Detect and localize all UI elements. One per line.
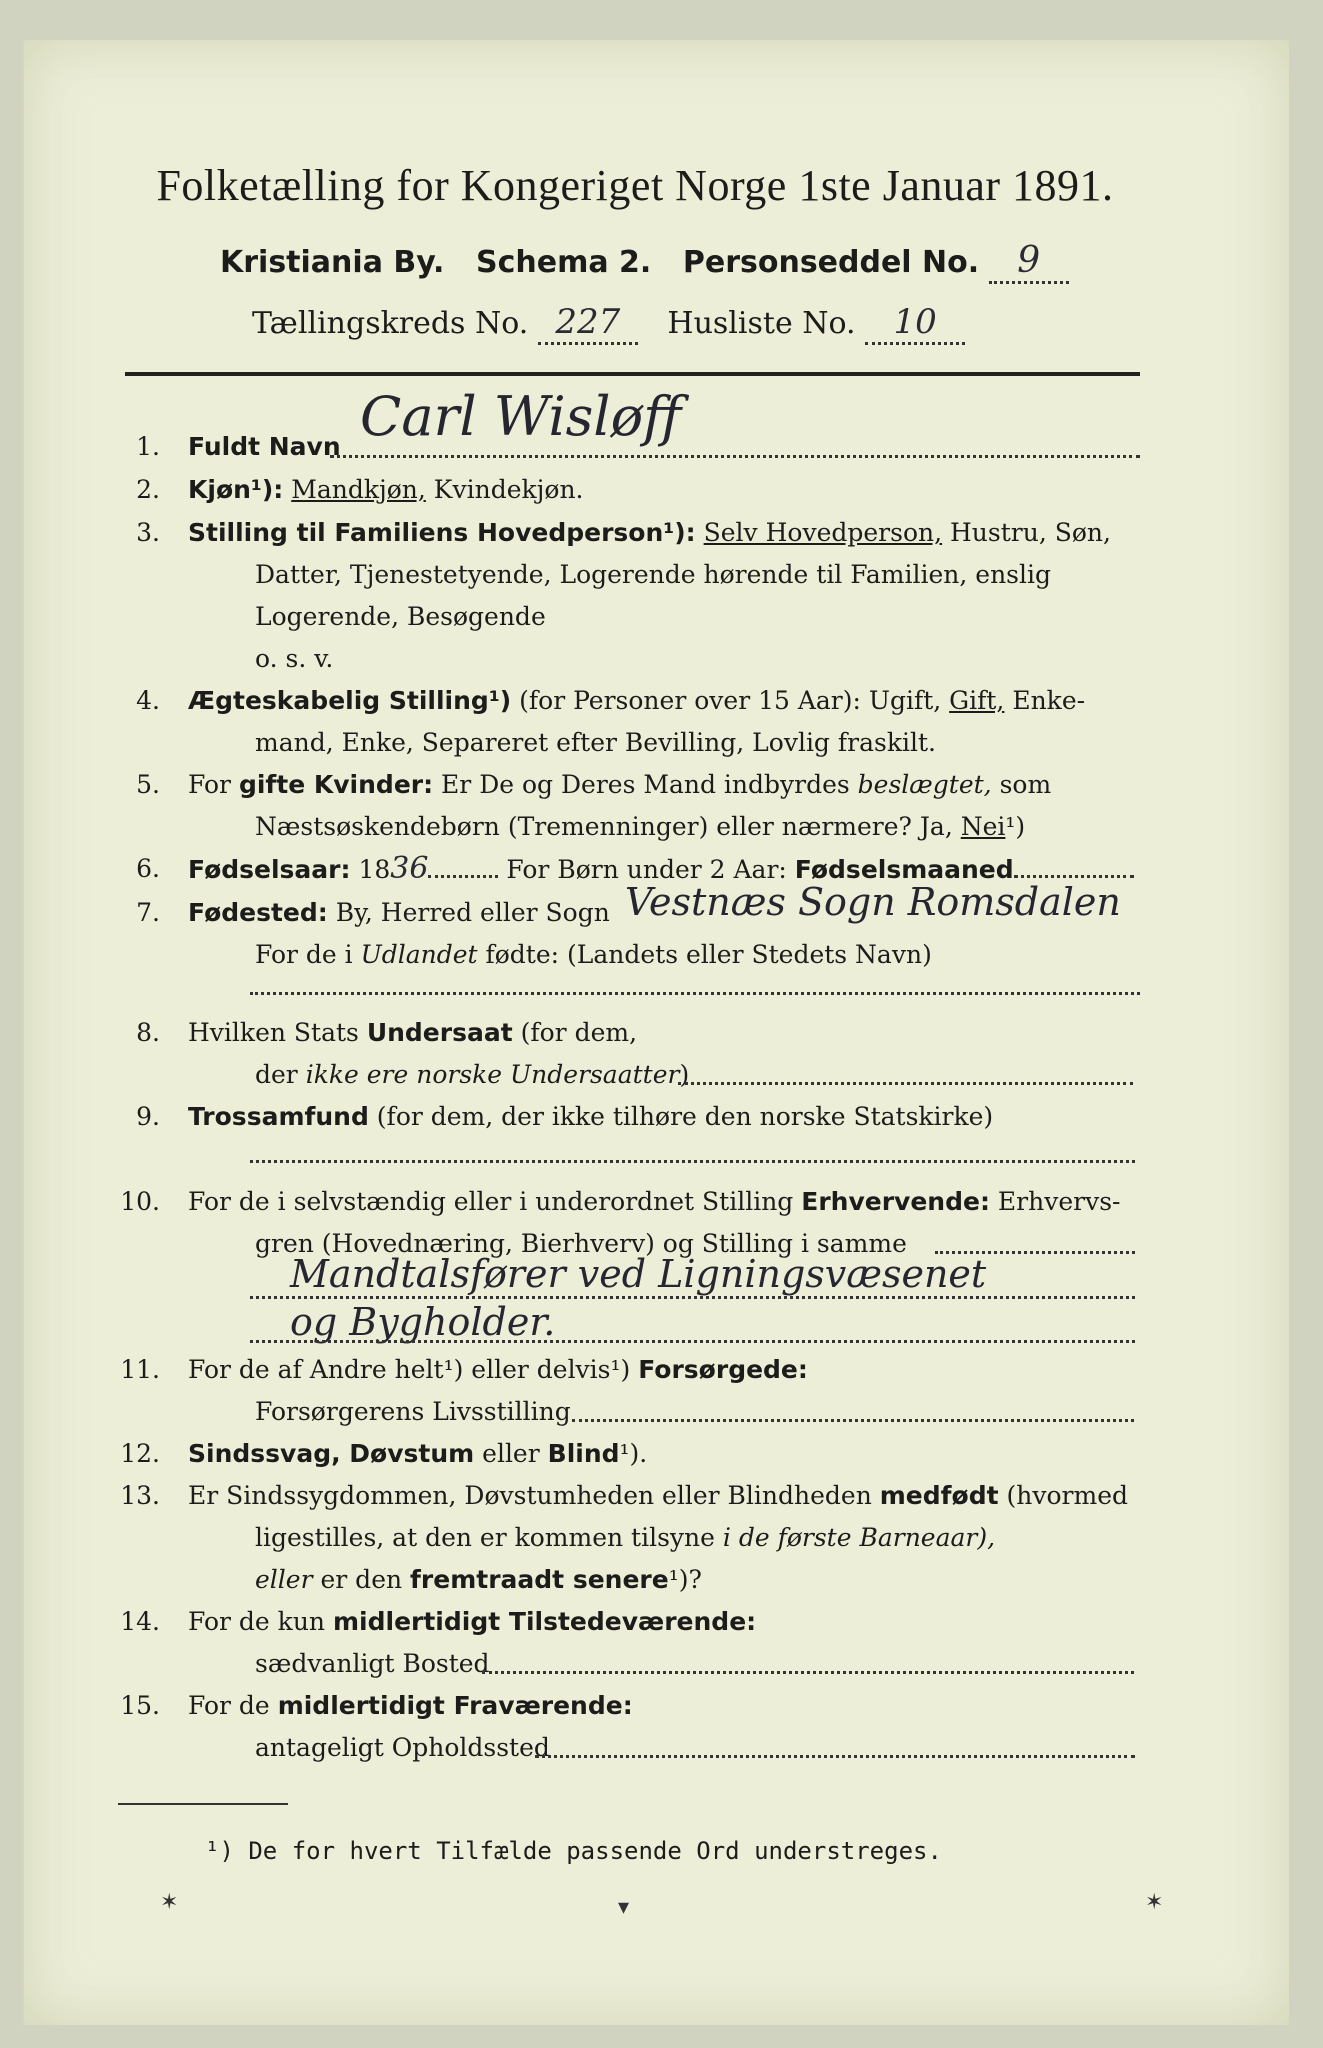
handwritten-birthplace: Vestnæs Sogn Romsdalen <box>625 880 1121 924</box>
item-text-line: Forsørgerens Livsstilling <box>255 1397 571 1426</box>
item-text: For Børn under 2 Aar: <box>506 855 795 884</box>
item-text: By, Herred eller Sogn <box>327 898 610 927</box>
item-text: som <box>991 770 1052 799</box>
item-birthplace <box>188 898 610 928</box>
item-text: For de kun <box>188 1607 333 1636</box>
item-number: 7. <box>136 898 160 927</box>
field-label: Erhvervende: <box>801 1187 990 1216</box>
handwritten-year: 36 <box>390 851 429 886</box>
fill-line <box>250 1160 1135 1163</box>
item-text-italic: beslægtet, <box>857 770 992 799</box>
fill-line <box>428 875 498 878</box>
item-religion <box>188 1102 993 1132</box>
item-text-line <box>255 940 932 970</box>
field-label: Trossamfund <box>188 1102 369 1131</box>
option-selected: Gift, <box>949 686 1005 715</box>
field-label: Forsørgede: <box>638 1355 808 1384</box>
item-text: (for dem, <box>512 1018 638 1047</box>
item-number: 15. <box>120 1691 160 1720</box>
husliste-label: Husliste No. <box>667 306 856 341</box>
item-text: For de i <box>255 940 361 969</box>
item-occupation <box>188 1187 1120 1217</box>
option-selected: Mandkjøn, <box>291 475 426 504</box>
item-text-line: Datter, Tjenestetyende, Logerende hørende til Familien, enslig <box>255 560 1052 589</box>
item-text: ) <box>679 1060 690 1089</box>
item-text: ¹). <box>619 1439 648 1468</box>
handwritten-occupation-line1: Mandtalsfører ved Ligningsvæsenet <box>290 1252 987 1296</box>
item-full-name <box>188 432 341 462</box>
year-prefix: 18 <box>350 855 391 884</box>
item-text: fødte: (Landets eller Stedets Navn) <box>477 940 932 969</box>
item-text-line <box>255 812 1025 842</box>
field-label: midlertidigt Fraværende: <box>277 1691 633 1720</box>
item-disability-onset <box>188 1481 1128 1511</box>
item-text-line <box>255 1523 995 1553</box>
item-text: For de i selvstændig eller i underordnet Stilling <box>188 1187 802 1216</box>
item-text: Erhvervs- <box>989 1187 1121 1216</box>
field-label: Fødselsmaaned <box>794 855 1014 884</box>
item-text: Er Sindssygdommen, Døvstumheden eller Blindheden <box>188 1481 880 1510</box>
item-number: 1. <box>136 432 160 461</box>
form-subtitle-schema <box>220 240 1069 284</box>
item-number: 13. <box>120 1481 160 1510</box>
field-label: Stilling til Familiens Hovedperson¹): <box>188 518 696 547</box>
option-selected: Selv Hovedperson, <box>703 518 943 547</box>
field-label: Ægteskabelig Stilling¹) <box>188 686 512 715</box>
fill-line <box>1014 875 1134 878</box>
handwritten-occupation-line2: og Bygholder. <box>290 1300 556 1344</box>
item-text: ¹)? <box>668 1565 702 1594</box>
item-text: eller <box>474 1439 548 1468</box>
item-number: 6. <box>136 854 160 883</box>
kreds-number: 227 <box>538 302 638 345</box>
footnote-rule <box>118 1803 288 1805</box>
item-number: 9. <box>136 1102 160 1131</box>
field-label: fremtraadt senere <box>410 1565 669 1594</box>
field-label: Sindssvag, Døvstum <box>188 1439 475 1468</box>
fill-line <box>535 1755 1135 1758</box>
item-text-line <box>255 1060 689 1090</box>
item-text-italic: ikke ere norske Undersaatter <box>305 1060 680 1089</box>
fill-line <box>250 1340 1135 1343</box>
item-sex <box>188 475 584 505</box>
item-number: 8. <box>136 1018 160 1047</box>
item-number: 3. <box>136 518 160 547</box>
fill-line <box>482 1671 1134 1674</box>
personseddel-number: 9 <box>989 240 1069 284</box>
item-text-italic: Udlandet <box>360 940 478 969</box>
fill-line <box>572 1419 1134 1422</box>
item-text: der <box>255 1060 306 1089</box>
item-temporarily-absent <box>188 1691 633 1721</box>
item-text-line <box>255 1565 702 1595</box>
item-text-line: mand, Enke, Separeret efter Bevilling, Lovlig fraskilt. <box>255 728 936 757</box>
item-text: (for dem, der ikke tilhøre den norske Statskirke) <box>368 1102 994 1131</box>
item-married-women <box>188 770 1051 800</box>
options: Hustru, Søn, <box>942 518 1111 547</box>
city-label: Kristiania By. <box>220 245 445 280</box>
item-text: ligestilles, at den er kommen tilsyne <box>255 1523 723 1552</box>
item-text: For de af Andre helt¹) eller delvis¹) <box>188 1355 639 1384</box>
item-number: 4. <box>136 686 160 715</box>
item-text: er den <box>312 1565 411 1594</box>
item-text: Næstsøskendebørn (Tremenninger) eller nærmere? Ja, <box>255 812 961 841</box>
field-label: medfødt <box>879 1481 999 1510</box>
item-text: ¹) <box>1005 812 1026 841</box>
form-subtitle-kreds <box>252 302 965 345</box>
registration-mark-icon: ▾ <box>618 1895 630 1920</box>
item-number: 12. <box>120 1439 160 1468</box>
item-disability <box>188 1439 647 1469</box>
item-temporarily-present <box>188 1607 756 1637</box>
fill-line <box>330 455 1140 458</box>
registration-mark-icon: ✶ <box>1145 1890 1164 1915</box>
field-label: midlertidigt Tilstedeværende: <box>332 1607 757 1636</box>
item-number: 11. <box>120 1355 160 1384</box>
item-text: For <box>188 770 239 799</box>
item-text-line: Logerende, Besøgende <box>255 602 546 631</box>
item-text: Enke- <box>1004 686 1086 715</box>
field-label: Fødested: <box>188 898 328 927</box>
option-selected: Nei <box>960 812 1006 841</box>
item-number: 14. <box>120 1607 160 1636</box>
item-citizenship <box>188 1018 637 1048</box>
field-label: Fuldt Navn <box>188 432 341 461</box>
field-label: Fødselsaar: <box>188 855 351 884</box>
item-text-line: sædvanligt Bosted <box>255 1649 490 1678</box>
fill-line <box>250 992 1140 995</box>
item-text: For de <box>188 1691 278 1720</box>
footnote: ¹) De for hvert Tilfælde passende Ord understreges. <box>205 1837 942 1865</box>
field-label: gifte Kvinder: <box>238 770 434 799</box>
form-title: Folketælling for Kongeriget Norge 1ste Januar 1891. <box>156 161 1114 210</box>
option: Kvindekjøn. <box>425 475 584 504</box>
item-family-position <box>188 518 1111 548</box>
item-text-italic: i de første Barneaar), <box>722 1523 996 1552</box>
header-rule <box>125 372 1140 376</box>
fill-line <box>250 1296 1135 1299</box>
item-text: Hvilken Stats <box>188 1018 367 1047</box>
item-text-line: o. s. v. <box>255 644 334 673</box>
item-text-line: antageligt Opholdssted <box>255 1733 550 1762</box>
registration-mark-icon: ✶ <box>160 1890 179 1915</box>
fill-line <box>678 1082 1133 1085</box>
item-marital-status <box>188 686 1085 716</box>
item-text-line: gren (Hovednæring, Bierhverv) og Stilling i samme <box>255 1229 907 1258</box>
item-supported <box>188 1355 808 1385</box>
kreds-label: Tællingskreds No. <box>252 306 529 341</box>
item-text: (for Personer over 15 Aar): Ugift, <box>511 686 950 715</box>
item-number: 2. <box>136 475 160 504</box>
field-label: Kjøn¹): <box>188 475 284 504</box>
personseddel-label: Personseddel No. <box>682 245 980 280</box>
handwritten-name: Carl Wisløff <box>360 385 682 448</box>
item-text: Er De og Deres Mand indbyrdes <box>433 770 858 799</box>
item-text-italic: eller <box>255 1565 313 1594</box>
field-label: Blind <box>547 1439 620 1468</box>
item-number: 5. <box>136 770 160 799</box>
item-text: (hvormed <box>998 1481 1128 1510</box>
item-number: 10. <box>120 1187 160 1216</box>
schema-label: Schema 2. <box>476 245 652 280</box>
field-label: Undersaat <box>366 1018 513 1047</box>
husliste-number: 10 <box>865 302 965 345</box>
